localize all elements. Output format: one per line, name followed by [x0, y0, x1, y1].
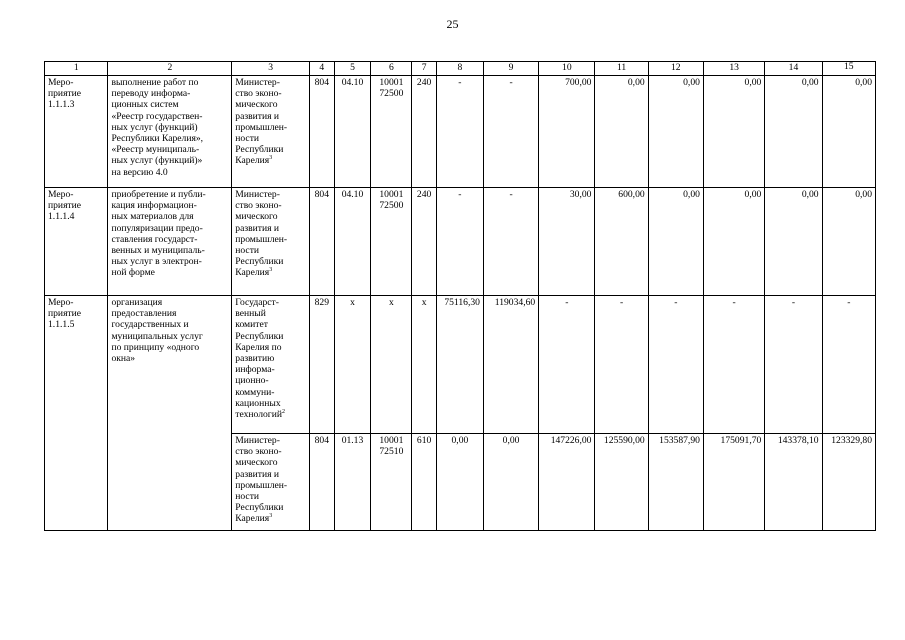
header-cell: 6: [371, 62, 412, 76]
header-cell: 7: [412, 62, 437, 76]
executor-cell: [232, 188, 310, 296]
value-cell: 0,00: [436, 434, 483, 531]
description-cell: выполнение работ по переводу информа- ционных систем «Реестр государствен- ных услуг (функций) Республики Карелия», «Реестр муниципаль- ных услуг (функций)» на версию 4.0: [108, 76, 232, 188]
footnote-mark: 3: [269, 513, 273, 520]
header-cell: 3: [232, 62, 310, 76]
executor-cell: [232, 434, 310, 531]
value-cell: 75116,30: [436, 296, 483, 434]
value-cell: 30,00: [539, 188, 595, 296]
value-cell: -: [483, 188, 538, 296]
value-cell: -: [436, 188, 483, 296]
value-cell: 610: [412, 434, 437, 531]
value-cell: 0,00: [648, 76, 703, 188]
value-cell: 153587,90: [648, 434, 703, 531]
value-cell: 240: [412, 76, 437, 188]
value-cell: 0,00: [703, 76, 764, 188]
table-row: [45, 188, 876, 296]
header-cell: 1: [45, 62, 108, 76]
header-cell: 2: [108, 62, 232, 76]
event-cell: Меро- приятие 1.1.1.3: [45, 76, 108, 188]
value-cell: 10001 72510: [371, 434, 412, 531]
value-cell: 0,00: [595, 76, 648, 188]
value-cell: 829: [310, 296, 335, 434]
value-cell: x: [334, 296, 371, 434]
value-cell: 175091,70: [703, 434, 764, 531]
value-cell: 240: [412, 188, 437, 296]
executor-cell: [232, 296, 310, 434]
header-cell: 12: [648, 62, 703, 76]
header-cell: 5: [334, 62, 371, 76]
header-cell: 14: [765, 62, 822, 76]
header-cell: 10: [539, 62, 595, 76]
header-cell: 11: [595, 62, 648, 76]
value-cell: 10001 72500: [371, 76, 412, 188]
value-cell: -: [703, 296, 764, 434]
value-cell: -: [436, 76, 483, 188]
description-cell: приобретение и публи- кация информацион- ных материалов для популяризации предо- ставления государст- венных и муниципаль- ных услуг в электрон- ной форме: [108, 188, 232, 296]
value-cell: 0,00: [765, 76, 822, 188]
value-cell: -: [648, 296, 703, 434]
event-cell: Меро- приятие 1.1.1.4: [45, 188, 108, 296]
value-cell: 0,00: [822, 188, 875, 296]
value-cell: -: [765, 296, 822, 434]
value-cell: 119034,60: [483, 296, 538, 434]
header-cell: 15: [822, 62, 875, 76]
value-cell: 804: [310, 76, 335, 188]
header-cell: 4: [310, 62, 335, 76]
value-cell: 600,00: [595, 188, 648, 296]
table-row: [45, 76, 876, 188]
value-cell: -: [595, 296, 648, 434]
footnote-mark: 3: [269, 155, 273, 162]
value-cell: 10001 72500: [371, 188, 412, 296]
value-cell: 700,00: [539, 76, 595, 188]
value-cell: 0,00: [822, 76, 875, 188]
footnote-mark: 2: [281, 408, 285, 415]
value-cell: 125590,00: [595, 434, 648, 531]
value-cell: -: [483, 76, 538, 188]
value-cell: 143378,10: [765, 434, 822, 531]
budget-table: [44, 61, 876, 531]
table-row: [45, 296, 876, 434]
header-row: [45, 62, 876, 76]
executor-text: Министер- ство эконо- мического развития и промышлен- ности Республики Карелия: [235, 435, 288, 525]
page-number: 25: [446, 17, 459, 31]
event-cell: Меро- приятие 1.1.1.5: [45, 296, 108, 531]
executor-text: Министер- ство эконо- мического развития и промышлен- ности Республики Карелия: [235, 189, 288, 279]
value-cell: 0,00: [703, 188, 764, 296]
value-cell: 04.10: [334, 188, 371, 296]
value-cell: -: [822, 296, 875, 434]
executor-cell: [232, 76, 310, 188]
value-cell: 0,00: [648, 188, 703, 296]
value-cell: -: [539, 296, 595, 434]
value-cell: x: [412, 296, 437, 434]
value-cell: 123329,80: [822, 434, 875, 531]
value-cell: 0,00: [483, 434, 538, 531]
value-cell: 804: [310, 188, 335, 296]
executor-text: Министер- ство эконо- мического развития и промышлен- ности Республики Карелия: [235, 77, 288, 167]
value-cell: 04.10: [334, 76, 371, 188]
header-cell: 8: [436, 62, 483, 76]
value-cell: x: [371, 296, 412, 434]
value-cell: 804: [310, 434, 335, 531]
value-cell: 147226,00: [539, 434, 595, 531]
footnote-mark: 3: [269, 267, 273, 274]
header-cell: 9: [483, 62, 538, 76]
value-cell: 0,00: [765, 188, 822, 296]
description-cell: организация предоставления государственных и муниципальных услуг по принципу «одного окна»: [108, 296, 232, 531]
value-cell: 01.13: [334, 434, 371, 531]
header-cell: 13: [703, 62, 764, 76]
executor-text: Государст- венный комитет Республики Карелия по развитию информа- ционно- коммуни- кационных технологий: [235, 297, 284, 421]
